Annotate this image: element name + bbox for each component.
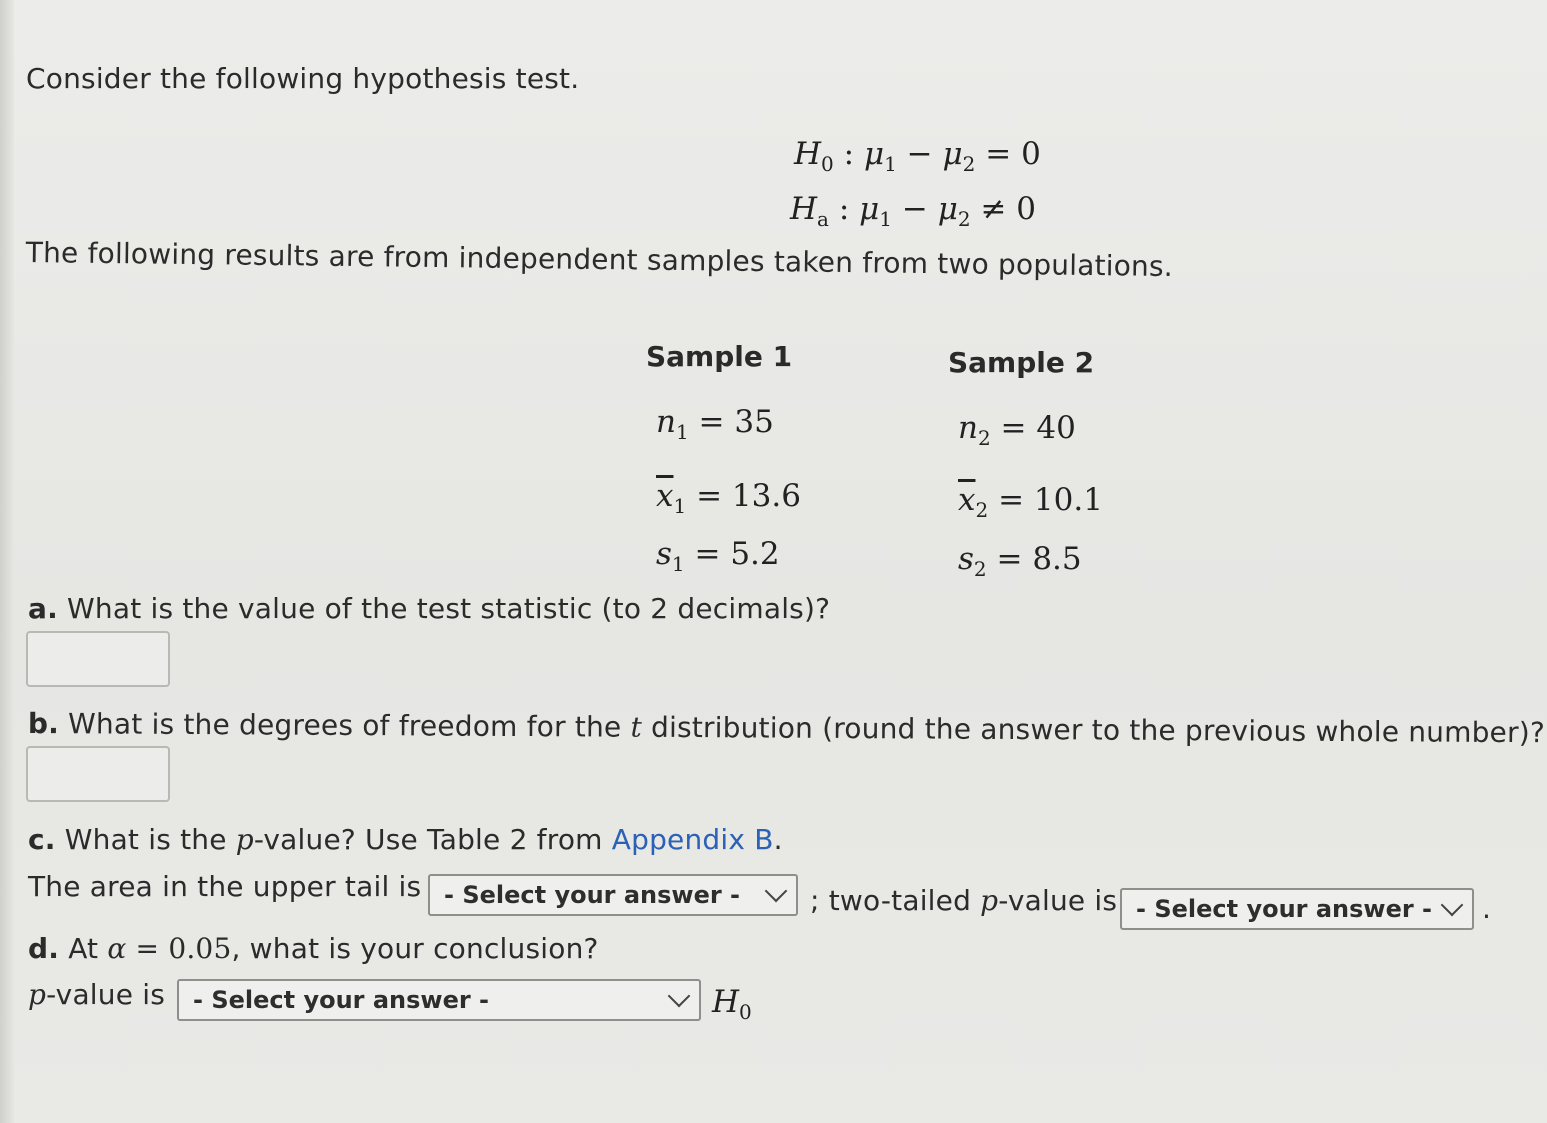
question-b-letter: b. [27,707,60,741]
ha-mu2: μ [937,191,958,227]
chevron-down-icon [668,985,691,1008]
n1-var: n [656,404,676,440]
question-a-text: What is the value of the test statistic (to 2 decimals)? [57,592,831,625]
n2-value: = 40 [990,410,1076,446]
n2-var: n [958,410,978,446]
question-b-t: t [630,710,643,744]
question-d-letter: d. [28,932,60,965]
s1-value: = 5.2 [684,536,780,572]
question-b [28,707,1545,749]
question-c-text-mid: -value? Use Table 2 from [253,823,612,856]
h0-mu1-sub: 1 [884,152,897,176]
h0-rel: = 0 [975,136,1041,172]
s2-sub: 2 [973,557,987,581]
samples-intro-text: The following results are from independent samples taken from two populations. [25,236,1174,284]
conclusion-select-value: - Select your answer - [193,986,490,1014]
two-tailed-label-post: -value is [998,884,1118,917]
sample-1-sd [656,536,780,576]
upper-tail-select-value: - Select your answer - [444,881,741,909]
two-tailed-select-value: - Select your answer - [1136,895,1433,923]
conclusion-h-sub: 0 [739,1000,752,1024]
h0-mu2-sub: 2 [962,152,976,176]
upper-tail-label: The area in the upper tail is [28,870,422,903]
conclusion-h0 [712,984,752,1024]
s1-var: s [656,536,672,572]
ha-sep: : [828,191,860,227]
chevron-down-icon [1441,894,1464,917]
h0-symbol: H [794,136,822,172]
s2-value: = 8.5 [986,541,1082,577]
question-a [28,592,830,625]
degrees-of-freedom-input[interactable] [26,746,170,802]
sample-1-mean [656,478,801,518]
ha-mu1: μ [859,191,880,227]
h0-mu2: μ [942,136,963,172]
h0-sub: 0 [821,152,834,176]
two-tailed-label [810,884,1117,917]
question-c [28,823,783,856]
ha-mu2-sub: 2 [957,207,971,231]
two-tailed-select[interactable] [1120,888,1474,930]
question-c-letter: c. [28,823,56,856]
conclusion-label [28,978,165,1011]
appendix-b-link[interactable]: Appendix B [611,823,774,856]
question-d-text-post: , what is your conclusion? [231,932,599,965]
x1-sub: 1 [673,494,687,518]
sample-2-header: Sample 2 [948,346,1095,379]
ha-rel: ≠ 0 [970,191,1037,227]
question-c-text-pre: What is the [55,823,236,856]
sample-1-header: Sample 1 [646,340,793,373]
question-b-text-post: distribution (round the answer to the previous whole number)? [641,710,1546,750]
n2-sub: 2 [977,426,991,450]
ha-sub: a [817,207,829,231]
conclusion-h: H [712,984,740,1020]
conclusion-label-text: -value is [46,978,166,1011]
question-c-p: p [235,823,254,856]
test-statistic-input[interactable] [26,631,170,687]
s1-sub: 1 [671,552,685,576]
two-tailed-label-pre: ; two-tailed [810,884,981,917]
ha-op: − [892,191,938,227]
sample-2-sd [958,541,1082,581]
question-d-text-pre: At [59,932,108,965]
sample-2-mean [958,482,1103,522]
x2-sub: 2 [975,498,989,522]
intro-text: Consider the following hypothesis test. [26,62,580,95]
sample-1-n [656,404,774,444]
null-hypothesis [794,136,1041,176]
sample-2-n [958,410,1076,450]
x2-var: $\overline{x}$ [958,482,976,518]
h0-op: − [896,136,943,172]
question-d [28,932,599,965]
page-left-edge [0,0,14,1123]
ha-mu1-sub: 1 [879,207,893,231]
question-c-text-end: . [773,823,783,856]
chevron-down-icon [765,880,788,903]
x1-var: $\overline{x}$ [656,478,674,514]
h0-sep: : [833,136,864,172]
ha-symbol: H [790,191,818,227]
h0-mu1: μ [863,136,885,172]
two-tailed-period: . [1482,892,1492,925]
question-d-alpha-eq: = 0.05 [126,932,232,965]
n1-value: = 35 [688,404,774,440]
conclusion-select[interactable] [177,979,701,1021]
s2-var: s [958,541,974,577]
two-tailed-p: p [980,884,999,917]
x1-value: = 13.6 [686,478,801,514]
question-d-alpha: α [107,932,127,965]
alt-hypothesis [790,191,1036,231]
conclusion-p: p [28,978,47,1011]
x2-value: = 10.1 [988,482,1103,518]
upper-tail-select[interactable] [428,874,798,916]
question-b-text-pre: What is the degrees of freedom for the [58,707,631,744]
question-a-letter: a. [28,592,58,625]
n1-sub: 1 [675,420,689,444]
